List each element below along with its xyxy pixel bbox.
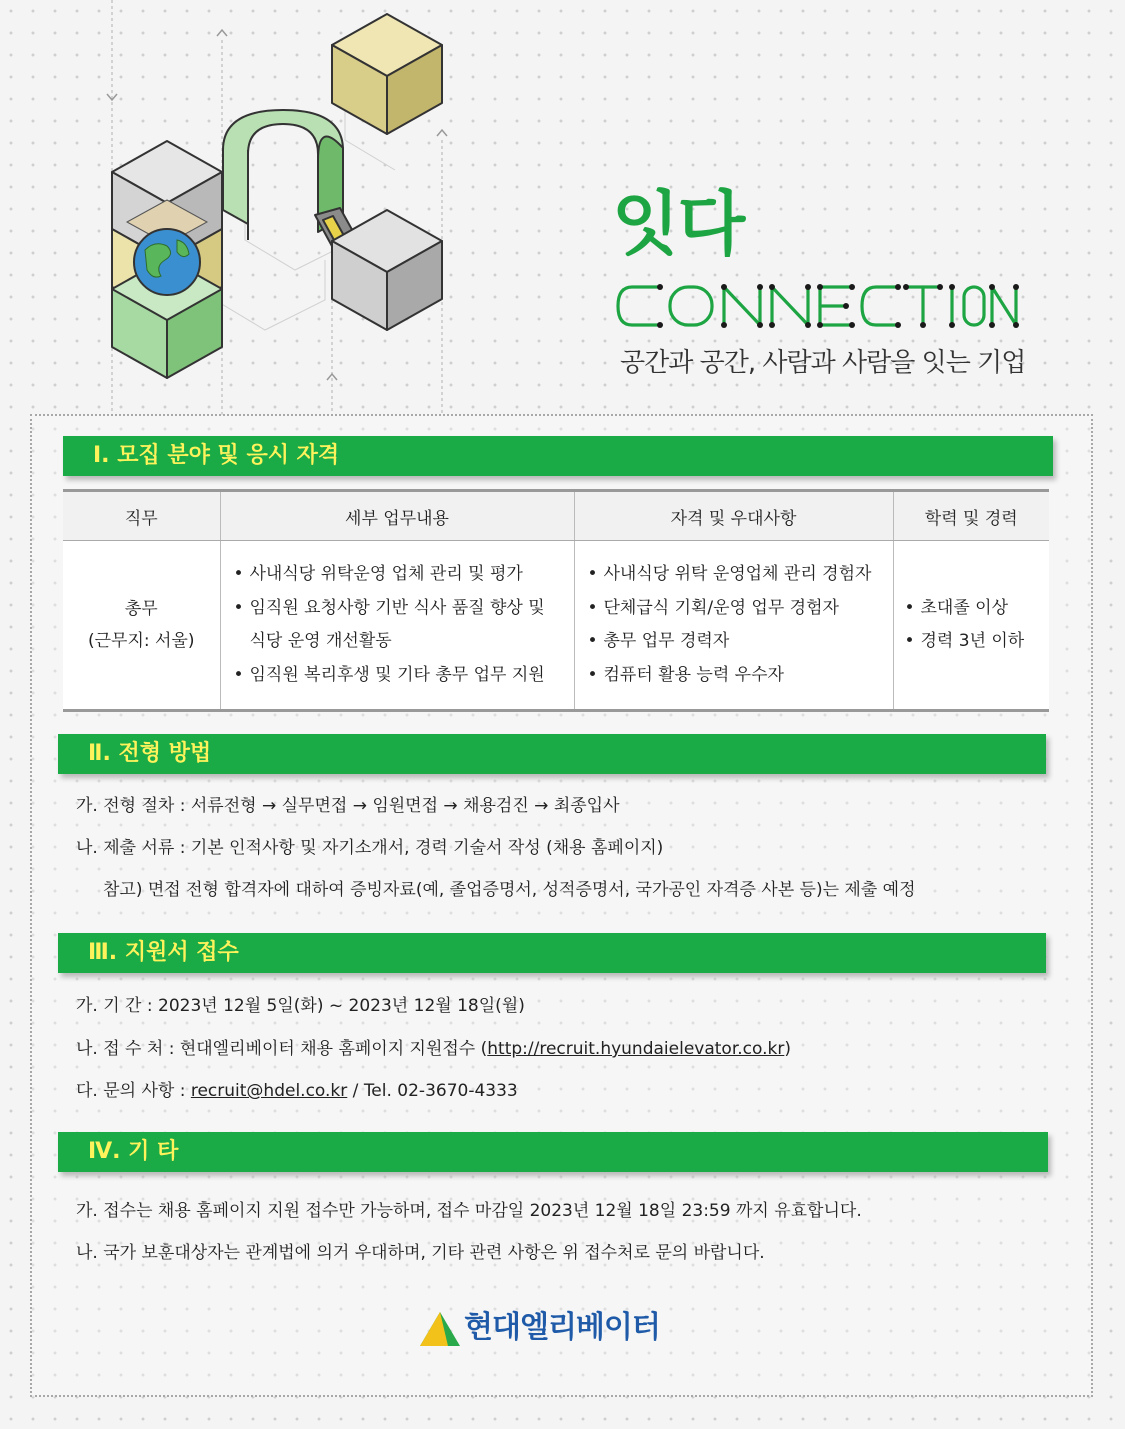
section4-title: Ⅳ. 기 타 — [58, 1132, 1048, 1172]
duty-item-continued: 식당 운영 개선활동 — [249, 631, 392, 651]
recruit-site-link[interactable]: http://recruit.hyundaielevator.co.kr — [487, 1039, 785, 1059]
column-header: 학력 및 경력 — [893, 491, 1049, 541]
duty-item: • 사내식당 위탁운영 업체 관리 및 평가 — [234, 558, 573, 592]
application-period: 가. 기 간 : 2023년 12월 5일(화) ~ 2023년 12월 18일(월) — [76, 996, 525, 1016]
recruitment-table — [63, 489, 1049, 712]
education-item: • 초대졸 이상 — [905, 592, 1049, 626]
application-place — [76, 1037, 791, 1061]
application-place-label: 나. 접 수 처 : 현대엘리베이터 채용 홈페이지 지원접수 ( — [76, 1039, 488, 1059]
triangle-logo-icon — [420, 1312, 460, 1346]
table-row — [63, 541, 1049, 711]
contact-label: 다. 문의 사항 : — [76, 1081, 191, 1101]
job-cell — [63, 541, 220, 711]
notice-1: 가. 접수는 채용 홈페이지 지원 접수만 가능하며, 접수 마감일 2023년 12월 18일 23:59 까지 유효합니다. — [76, 1201, 862, 1221]
section2-title: Ⅱ. 전형 방법 — [58, 734, 1046, 774]
qualification-item: • 단체급식 기획/운영 업무 경험자 — [588, 592, 892, 626]
contact-tel: / Tel. 02-3670-4333 — [347, 1081, 518, 1101]
brand-connection-logo — [614, 275, 1024, 337]
qualification-item: • 총무 업무 경력자 — [588, 625, 892, 659]
contact-info — [76, 1079, 518, 1103]
required-documents: 나. 제출 서류 : 기본 인적사항 및 자기소개서, 경력 기술서 작성 (채용 홈페이지) — [76, 838, 664, 858]
contact-email-link[interactable]: recruit@hdel.co.kr — [190, 1081, 348, 1101]
qualification-item: • 컴퓨터 활용 능력 우수자 — [588, 659, 892, 693]
job-location: (근무지: 서울) — [87, 631, 195, 651]
company-logo-text: 현대엘리베이터 — [464, 1310, 660, 1345]
duties-cell — [220, 541, 574, 711]
brand-korean-title: 잇다 — [612, 183, 744, 265]
table-header-row — [63, 491, 1049, 541]
column-header: 세부 업무내용 — [220, 491, 574, 541]
notice-2: 나. 국가 보훈대상자는 관계법에 의거 우대하며, 기타 관련 사항은 위 접수처로 문의 바랍니다. — [76, 1243, 765, 1263]
building-illustration — [95, 0, 460, 415]
section3-title: Ⅲ. 지원서 접수 — [58, 933, 1046, 973]
selection-process: 가. 전형 절차 : 서류전형 → 실무면접 → 임원면접 → 채용검진 → 최종입사 — [76, 796, 620, 816]
qualifications-cell — [574, 541, 893, 711]
education-cell — [893, 541, 1049, 711]
column-header: 직무 — [63, 491, 220, 541]
brand-tagline: 공간과 공간, 사람과 사람을 잇는 기업 — [620, 348, 1026, 378]
qualification-item: • 사내식당 위탁 운영업체 관리 경험자 — [588, 558, 892, 592]
documents-note: 참고) 면접 전형 합격자에 대하여 증빙자료(예, 졸업증명서, 성적증명서, 국가공인 자격증 사본 등)는 제출 예정 — [103, 880, 916, 900]
duty-item: • 임직원 복리후생 및 기타 총무 업무 지원 — [234, 659, 573, 693]
job-title: 총무 — [124, 599, 158, 619]
education-item: • 경력 3년 이하 — [905, 625, 1049, 659]
section1-title: Ⅰ. 모집 분야 및 응시 자격 — [63, 436, 1053, 476]
hero-banner — [0, 0, 1125, 415]
duty-item: • 임직원 요청사항 기반 식사 품질 향상 및 — [234, 592, 573, 626]
application-place-suffix: ) — [784, 1039, 791, 1059]
column-header: 자격 및 우대사항 — [574, 491, 893, 541]
